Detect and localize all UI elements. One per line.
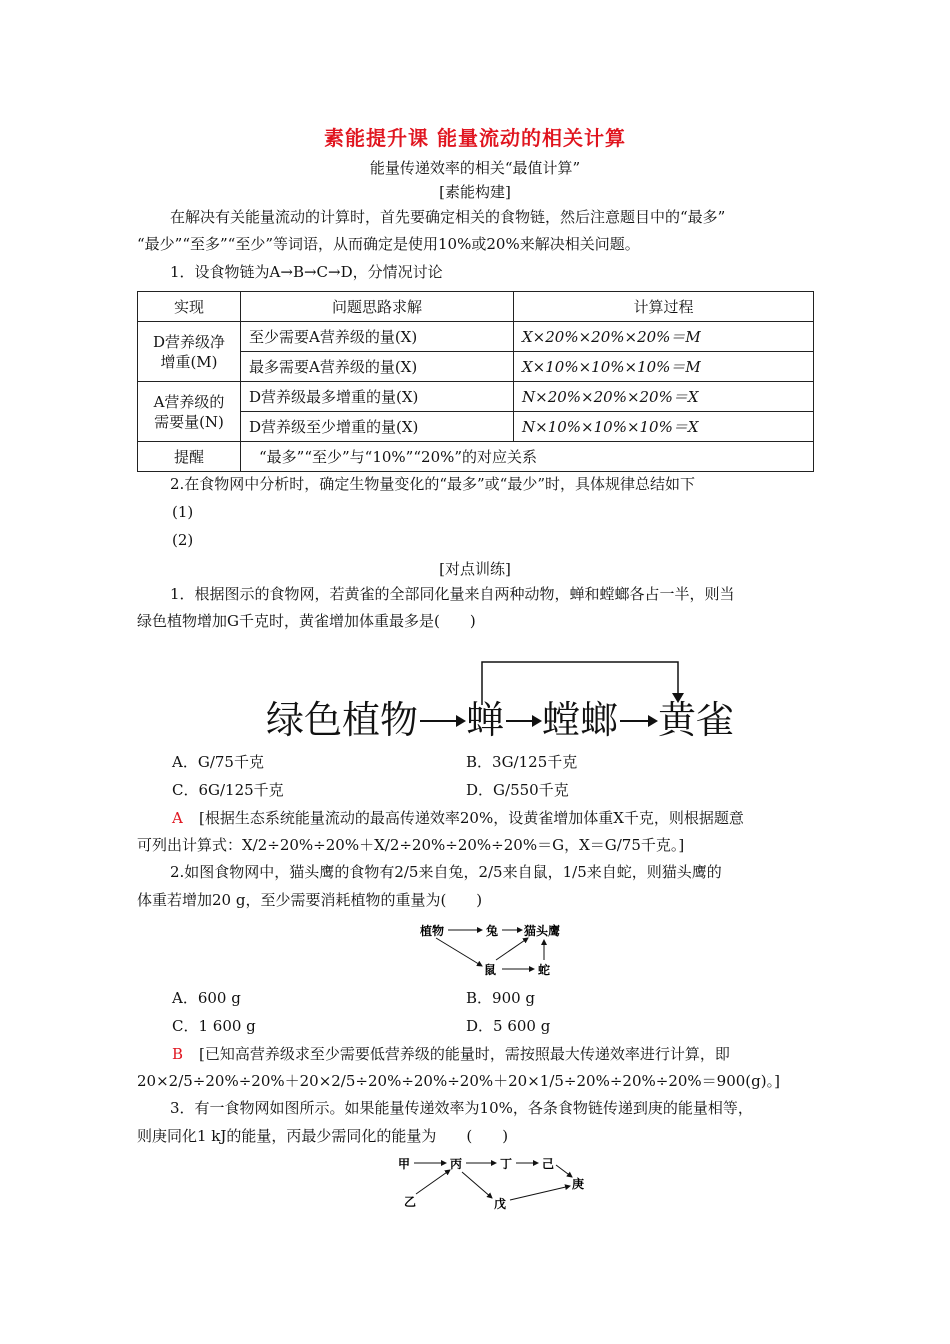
q2-answer: B	[172, 1045, 184, 1063]
q2-arrow	[496, 938, 528, 960]
q3-text-line-1: 3．有一食物网如图所示。如果能量传递效率为10%，各条食物链传递到庚的能量相等，	[170, 1099, 753, 1117]
q1-explain-line-1: [根据生态系统能量流动的最高传递效率20%，设黄雀增加体重X千克，则根据题意	[199, 809, 744, 827]
sub-point-1: (1)	[172, 503, 194, 521]
q2-node: 植物	[420, 924, 445, 938]
q3-node: 丙	[450, 1157, 463, 1171]
calculation-table	[137, 291, 814, 472]
group-label-line: A营养级的	[153, 392, 225, 411]
table-header: 计算过程	[514, 292, 814, 322]
group-label-d	[138, 322, 241, 382]
q3-arrow	[416, 1170, 450, 1194]
table-cell: X×20%×20%×20%＝M	[514, 322, 814, 352]
page-title: 素能提升课 能量流动的相关计算	[324, 126, 626, 150]
table-header: 实现	[138, 292, 241, 322]
section-heading-practice: [对点训练]	[439, 560, 511, 578]
q3-node: 戊	[494, 1197, 507, 1211]
table-cell: N×20%×20%×20%＝X	[514, 382, 814, 412]
q1-chain-arrow-head	[456, 715, 466, 727]
q1-chain-arrow-head	[532, 715, 542, 727]
q1-node: 蝉	[466, 698, 505, 742]
group-label-line: D营养级净	[152, 332, 226, 351]
q2-node: 猫头鹰	[524, 924, 561, 938]
q2-food-web-diagram	[418, 918, 578, 980]
table-cell: D营养级至少增重的量(X)	[241, 412, 514, 442]
group-label-line: 需要量(N)	[154, 412, 224, 431]
q2-option-d: D．5 600 g	[466, 1017, 551, 1035]
q2-option-c: C．1 600 g	[172, 1017, 256, 1035]
table-row	[138, 322, 814, 352]
table-row	[138, 382, 814, 412]
q3-node: 乙	[404, 1195, 417, 1209]
point-1: 1．设食物链为A→B→C→D，分情况讨论	[170, 263, 443, 281]
table-row	[138, 442, 814, 472]
q2-option-b: B．900 g	[466, 989, 536, 1007]
table-cell: 最多需要A营养级的量(X)	[241, 352, 514, 382]
q2-text-line-2: 体重若增加20 g，至少需要消耗植物的重量为( )	[137, 891, 483, 909]
point-2: 2.在食物网中分析时，确定生物量变化的“最多”或“最少”时，具体规律总结如下	[170, 475, 695, 493]
q3-node: 己	[542, 1157, 555, 1171]
q2-explain-line-2: 20×2/5÷20%÷20%＋20×2/5÷20%÷20%÷20%＋20×1/5÷20%÷20%÷20%＝900(g)。]	[137, 1072, 780, 1090]
table-header: 问题思路求解	[241, 292, 514, 322]
q3-text-line-2: 则庚同化1 kJ的能量，丙最少需同化的能量为 ( )	[137, 1127, 509, 1145]
q1-option-a: A．G/75千克	[172, 753, 264, 771]
group-label-line: 增重(M)	[160, 352, 218, 371]
q3-arrow	[510, 1186, 570, 1200]
q3-arrow	[556, 1165, 572, 1177]
subtitle: 能量传递效率的相关“最值计算”	[369, 159, 581, 177]
q1-option-d: D．G/550千克	[466, 781, 569, 799]
q2-node: 蛇	[538, 963, 551, 977]
q2-node: 兔	[486, 924, 499, 938]
remind-label: 提醒	[138, 442, 241, 472]
group-label-a	[138, 382, 241, 442]
q1-text-line-1: 1．根据图示的食物网，若黄雀的全部同化量来自两种动物，蝉和螳螂各占一半，则当	[170, 585, 735, 603]
table-cell: X×10%×10%×10%＝M	[514, 352, 814, 382]
q1-answer: A	[172, 809, 183, 827]
q3-node: 庚	[572, 1177, 585, 1191]
sub-point-2: (2)	[172, 531, 194, 549]
q2-option-a: A．600 g	[172, 989, 241, 1007]
q1-chain-arrow-head	[648, 715, 658, 727]
q2-arrow	[436, 938, 482, 966]
q2-explain-line-1: [已知高营养级求至少需要低营养级的能量时，需按照最大传递效率进行计算，即	[199, 1045, 730, 1063]
q1-text-line-2: 绿色植物增加G千克时，黄雀增加体重最多是( )	[137, 612, 476, 630]
q1-node: 螳螂	[542, 698, 619, 742]
q1-node: 黄雀	[658, 698, 735, 742]
intro-line-2: “最少”“至多”“至少”等词语，从而确定是使用10%或20%来解决相关问题。	[137, 235, 640, 253]
q1-explain-line-2: 可列出计算式：X/2÷20%÷20%＋X/2÷20%÷20%÷20%＝G，X＝G/75千克。]	[137, 836, 685, 854]
section-heading-build: [素能构建]	[439, 183, 511, 201]
intro-line-1: 在解决有关能量流动的计算时，首先要确定相关的食物链，然后注意题目中的“最多”	[170, 208, 726, 226]
q3-node: 甲	[398, 1157, 411, 1171]
q1-node: 绿色植物	[266, 698, 419, 742]
q3-node: 丁	[500, 1157, 513, 1171]
q1-option-b: B．3G/125千克	[466, 753, 578, 771]
q3-food-web-diagram	[396, 1152, 596, 1214]
q3-arrow	[462, 1172, 492, 1198]
table-cell: 至少需要A营养级的量(X)	[241, 322, 514, 352]
table-header-row	[138, 292, 814, 322]
remind-text: “最多”“至少”与“10%”“20%”的对应关系	[241, 442, 814, 472]
q2-text-line-1: 2.如图食物网中，猫头鹰的食物有2/5来自兔，2/5来自鼠，1/5来自蛇，则猫头鹰的	[170, 863, 722, 881]
q1-food-chain-diagram	[260, 655, 750, 745]
table-cell: D营养级最多增重的量(X)	[241, 382, 514, 412]
q1-option-c: C．6G/125千克	[172, 781, 284, 799]
q2-node: 鼠	[484, 963, 497, 977]
table-cell: N×10%×10%×10%＝X	[514, 412, 814, 442]
